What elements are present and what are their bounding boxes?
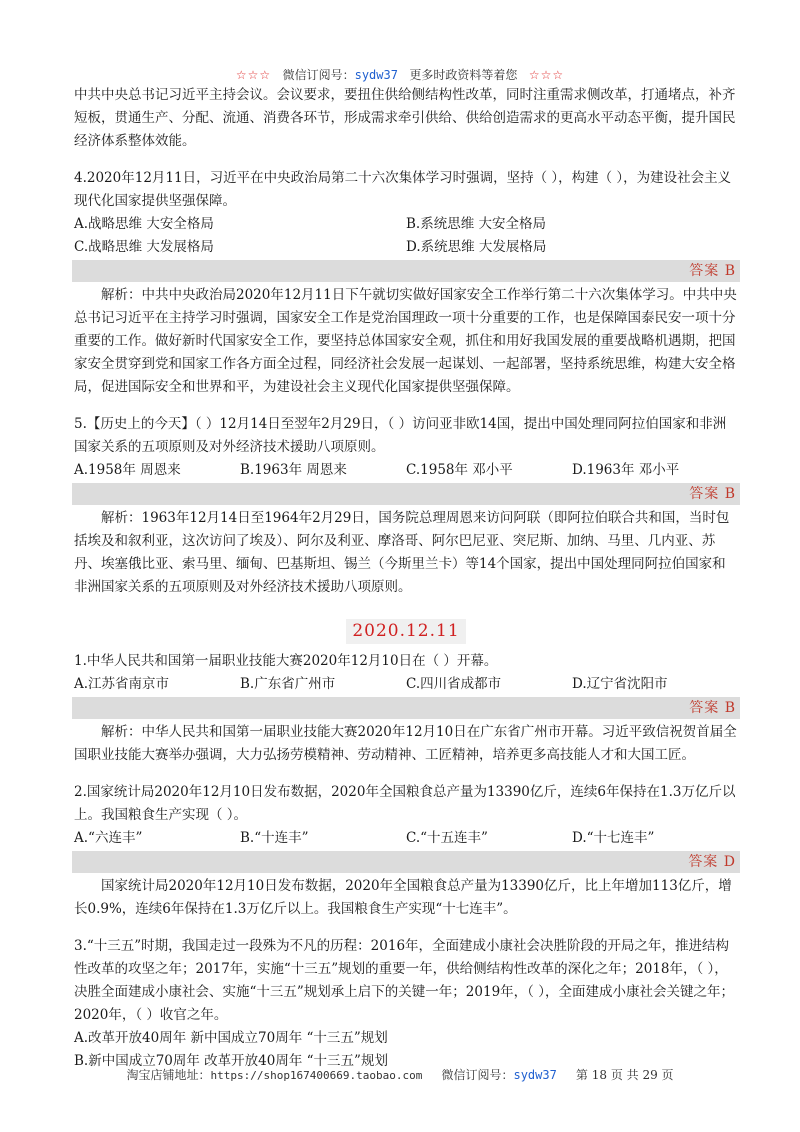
answer-bar: 答案 D xyxy=(72,851,740,873)
question-block xyxy=(74,413,738,599)
option-c: C.“十五连丰” xyxy=(406,830,488,846)
analysis-text: 解析：中共中央政治局2020年12月11日下午就切实做好国家安全工作举行第二十六次集体学习。中共中央总书记习近平在主持学习时强调，国家安全工作是党治国理政一项十分重要的工作，也是保障国泰民安一项十分重要的工作。做好新时代国家安全工作，要坚持总体国家安全观，抓住和用好我国发展的重要战略机遇期，把国家安全贯穿到党和国家工作各方面全过程，同经济社会发展一起谋划、一起部署，坚持系统思维，构建大安全格局，促进国际安全和世界和平，为建设社会主义现代化国家提供坚强保障。 xyxy=(74,287,737,395)
option-c: C.战略思维 大发展格局 xyxy=(74,239,214,255)
question-block xyxy=(74,781,738,921)
answer-bar: 答案 B xyxy=(72,260,740,282)
question-block xyxy=(74,167,738,399)
date-heading-label: 2020.12.11 xyxy=(346,619,465,644)
header-account: sydw37 xyxy=(354,68,398,82)
analysis-text: 解析：中华人民共和国第一届职业技能大赛2020年12月10日在广东省广州市开幕。习近平致信祝贺首届全国职业技能大赛举办强调，大力弘扬劳模精神、劳动精神、工匠精神，培养更多高技能人才和大国工匠。 xyxy=(74,724,737,763)
option-d: D.辽宁省沈阳市 xyxy=(572,676,668,692)
question-block xyxy=(74,935,738,1073)
date-heading xyxy=(74,619,738,644)
option-a: A.江苏省南京市 xyxy=(74,676,170,692)
analysis-text: 国家统计局2020年12月10日发布数据，2020年全国粮食总产量为13390亿斤，比上年增加113亿斤，增长0.9%，连续6年保持在1.3万亿斤以上。我国粮食生产实现“十七连丰”。 xyxy=(74,878,732,917)
page-footer xyxy=(0,1066,800,1083)
option-a: A.1958年 周恩来 xyxy=(74,462,181,478)
option-list xyxy=(74,673,738,696)
page-content xyxy=(74,84,738,1073)
question-text: 1.中华人民共和国第一届职业技能大赛2020年12月10日在（ ）开幕。 xyxy=(74,653,498,669)
page-header xyxy=(0,66,800,83)
option-b: B.1963年 周恩来 xyxy=(240,462,347,478)
analysis-text: 解析：1963年12月14日至1964年2月29日，国务院总理周恩来访问阿联（即阿拉伯联合共和国，当时包括埃及和叙利亚，这次访问了埃及）、阿尔及利亚、摩洛哥、阿尔巴尼亚、突尼斯、加纳、马里、几内亚、苏丹、埃塞俄比亚、索马里、缅甸、巴基斯坦、锡兰（今斯里兰卡）等14个国家，提出中国处理同阿拉伯国家和非洲国家关系的五项原则及对外经济技术援助八项原则。 xyxy=(74,510,730,595)
footer-shop-label: 淘宝店铺地址： xyxy=(126,1068,211,1082)
option-list xyxy=(74,459,738,482)
option-b: B.系统思维 大安全格局 xyxy=(406,216,547,232)
intro-paragraph: 中共中央总书记习近平主持会议。会议要求，要扭住供给侧结构性改革，同时注重需求侧改革，打通堵点，补齐短板，贯通生产、分配、流通、消费各环节，形成需求牵引供给、供给创造需求的更高水平动态平衡，提升国民经济体系整体效能。 xyxy=(74,87,736,149)
page-number: 第 18 页 共 29 页 xyxy=(575,1068,674,1082)
answer-bar: 答案 B xyxy=(72,483,740,505)
question-text: 2.国家统计局2020年12月10日发布数据，2020年全国粮食总产量为13390亿斤，连续6年保持在1.3万亿斤以上。我国粮食生产实现（ ）。 xyxy=(74,784,736,823)
header-tagline: 更多时政资料等着您 xyxy=(409,68,518,82)
option-list xyxy=(74,827,738,850)
question-block xyxy=(74,650,738,767)
option-d: D.1963年 邓小平 xyxy=(572,462,680,478)
footer-wechat-account: sydw37 xyxy=(513,1068,557,1082)
question-text: 5.【历史上的今天】（ ）12月14日至翌年2月29日，（ ）访问亚非欧14国，提出中国处理同阿拉伯国家和非洲国家关系的五项原则及对外经济技术援助八项原则。 xyxy=(74,416,727,455)
answer-bar: 答案 B xyxy=(72,697,740,719)
star-decoration-left: ☆☆☆ xyxy=(235,68,272,82)
option-a: A.“六连丰” xyxy=(74,830,143,846)
option-d: D.系统思维 大发展格局 xyxy=(406,239,547,255)
question-text: 4.2020年12月11日，习近平在中央政治局第二十六次集体学习时强调，坚持（ ），构建（ ），为建设社会主义现代化国家提供坚强保障。 xyxy=(74,170,732,209)
option-b: B.新中国成立70周年 改革开放40周年 “十三五”规划 xyxy=(74,1053,388,1069)
star-decoration-right: ☆☆☆ xyxy=(528,68,565,82)
option-d: D.“十七连丰” xyxy=(572,830,655,846)
footer-shop-url: https://shop167400669.taobao.com xyxy=(210,1069,423,1082)
option-c: C.四川省成都市 xyxy=(406,676,502,692)
option-a: A.改革开放40周年 新中国成立70周年 “十三五”规划 xyxy=(74,1030,388,1046)
option-c: C.1958年 邓小平 xyxy=(406,462,513,478)
option-b: B.广东省广州市 xyxy=(240,676,336,692)
option-a: A.战略思维 大安全格局 xyxy=(74,216,214,232)
option-list xyxy=(74,213,738,259)
question-text: 3.“十三五”时期，我国走过一段殊为不凡的历程：2016年，全面建成小康社会决胜阶段的开局之年，推进结构性改革的攻坚之年；2017年，实施“十三五”规划的重要一年，供给侧结构性改革的深化之年；2018年，（ ），决胜全面建成小康社会、实施“十三五”规划承上启下的关键一年；2019年，（ ），全面建成小康社会关键之年；2020年，（ ）收官之年。 xyxy=(74,938,734,1023)
header-label: 微信订阅号： xyxy=(282,68,355,82)
footer-wechat-label: 微信订阅号： xyxy=(441,1068,514,1082)
option-b: B.“十连丰” xyxy=(240,830,309,846)
